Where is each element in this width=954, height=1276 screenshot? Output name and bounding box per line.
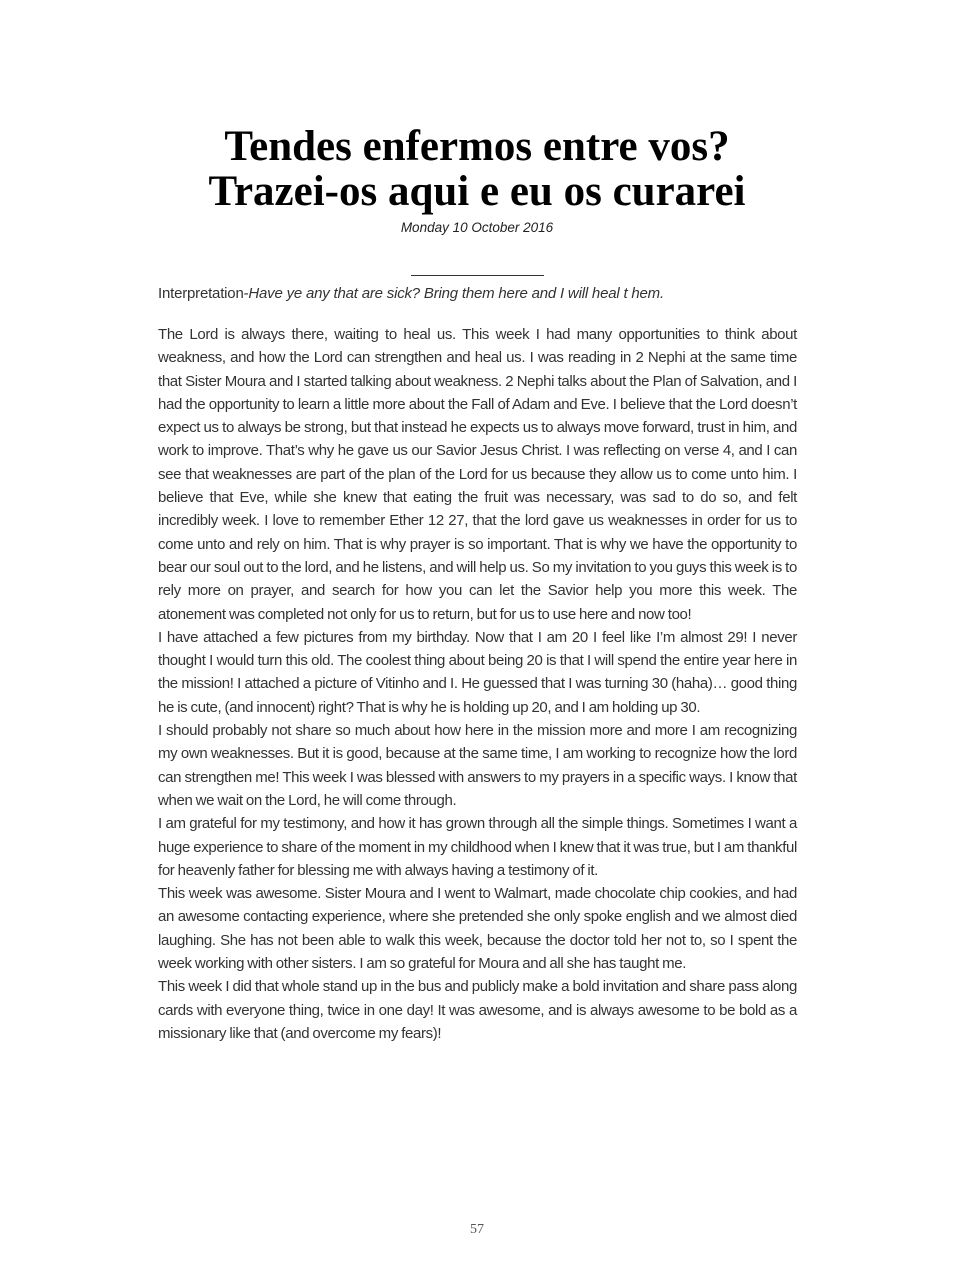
page-title <box>120 124 834 214</box>
title-line-1: Tendes enfermos entre vos? <box>224 123 730 170</box>
body-paragraph: I should probably not share so much about how here in the mission more and more I am recognizing my own weaknesses. But it is good, because at the same time, I am working to recognize how the lord can strengthen me! This week I was blessed with answers to my prayers in a specific ways. I know that when we wait on the Lord, he will come through. <box>158 722 797 809</box>
article-body <box>158 323 797 1045</box>
body-paragraph: I have attached a few pictures from my birthday. Now that I am 20 I feel like I’m almost 29! I never thought I would turn this old. The coolest thing about being 20 is that I will spend the entire year here in the mission! I attached a picture of Vitinho and I. He guessed that I was turning 30 (haha)… good thing he is cute, (and innocent) right? That is why he is holding up 20, and I am holding up 30. <box>158 628 797 716</box>
title-line-2: Trazei-os aqui e eu os curarei <box>208 168 746 215</box>
page-number: 57 <box>470 1222 484 1237</box>
interpretation-label: Interpretation- <box>158 285 249 302</box>
body-paragraph: The Lord is always there, waiting to heal us. This week I had many opportunities to think about weakness, and how the Lord can strengthen and heal us. I was reading in 2 Nephi at the same time that Sister Moura and I started talking about weakness. 2 Nephi talks about the Plan of Salvation, and I had the opportunity to learn a little more about the Fall of Adam and Eve. I believe that the Lord doesn’t expect us to always be strong, but that instead he expects us to always move forward, trust in him, and work to improve. That’s why he gave us our Savior Jesus Christ. I was reflecting on verse 4, and I can see that weaknesses are part of the plan of the Lord for us because they allow us to come unto him. I believe that Eve, while she knew that eating the fruit was necessary, was sad to do so, and felt incredibly week. I love to remember Ether 12 27, that the lord gave us weaknesses in order for us to come unto and rely on him. That is why prayer is so important. That is why we have the opportunity to bear our soul out to the lord, and he listens, and will help us. So my invitation to you guys this week is to rely more on prayer, and search for how you can let the Savior help you more this week. The atonement was completed not only for us to return, but for us to use here and now too! <box>158 326 797 623</box>
interpretation-text: Have ye any that are sick? Bring them here and I will heal t hem. <box>248 285 664 302</box>
body-paragraph: I am grateful for my testimony, and how it has grown through all the simple things. Sometimes I want a huge experience to share of the moment in my childhood when I knew that it was true, but I am thankful for heavenly father for blessing me with always having a testimony of it. <box>158 815 797 879</box>
body-paragraph: This week I did that whole stand up in the bus and publicly make a bold invitation and share pass along cards with everyone thing, twice in one day! It was awesome, and is always awesome to be bold as a missionary like that (and overcome my fears)! <box>158 978 797 1042</box>
divider-rule <box>411 275 544 276</box>
post-date: Monday 10 October 2016 <box>400 220 554 235</box>
body-paragraph: This week was awesome. Sister Moura and I went to Walmart, made chocolate chip cookies, and had an awesome contacting experience, where she pretended she only spoke english and we almost died laughing. She has not been able to walk this week, because the doctor told her not to, so I spent the week working with other sisters. I am so grateful for Moura and all she has taught me. <box>158 885 797 973</box>
interpretation-line <box>158 284 798 304</box>
